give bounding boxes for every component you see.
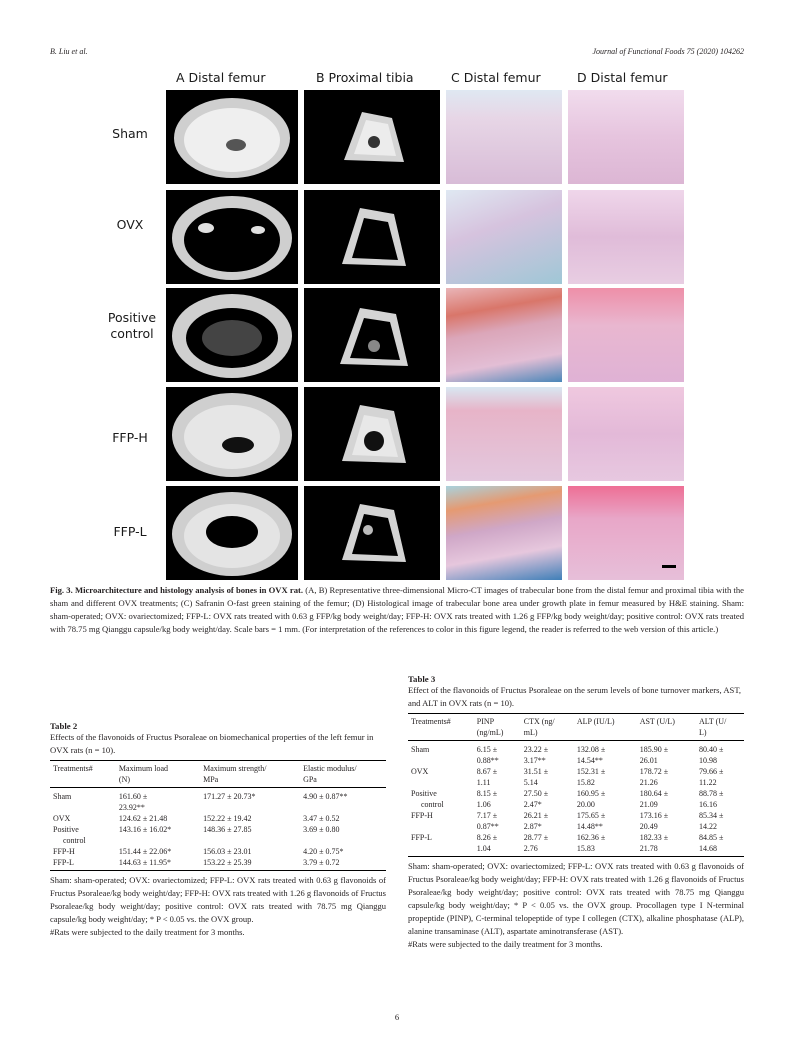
cell-line: 21.78 — [639, 844, 658, 853]
microct-proximal-tibia-sham — [304, 90, 440, 184]
cell-line: 162.36 ± — [576, 833, 606, 842]
table-3-description: Effect of the flavonoids of Fructus Psoraleae on the serum levels of bone turnover markers, AST, and ALT in OVX rats (n = 10). — [408, 685, 742, 708]
microct-proximal-tibia-ffp-h — [304, 387, 440, 481]
table-cell — [50, 846, 116, 857]
caption-text: (A, B) Representative three-dimensional Micro-CT images of trabecular bone from the distal femur and proximal tibia with the sham and different OVX treatments; (C) Safranin O-fast green staining of the femur; (D) Histological image of trabecular bone area under growth plate in femur measured by H&E staining. Sham: sham-operated; OVX: ovariectomized; FFP-L: OVX rats treated with 0.63 g FFP/kg body weight/day; FFP-H: OVX rats treated with 1.26 g FFP/kg body weight/day; positive control: OVX rats treated with 78.75 mg Qianggu capsule/kg body weight/day. Scale bars = 1 mm. (For interpretation of the references to color in this figure legend, the reader is referred to the web version of this article.) — [50, 585, 744, 634]
cell-line: 156.03 ± 23.01 — [203, 847, 252, 856]
table-row — [408, 810, 744, 832]
cell-line: 21.26 — [639, 778, 658, 787]
cell-line: 2.87* — [523, 822, 542, 831]
cell-line: 85.34 ± — [698, 811, 724, 820]
header-line: ALT (U/ — [698, 717, 727, 726]
cell-line: Positive — [411, 789, 437, 798]
table-2-footnote: Sham: sham-operated; OVX: ovariectomized; FFP-L: OVX rats treated with 0.63 g flavonoids of Fructus Psoraleae/kg body weight/day; FFP-H: OVX rats treated with 1.26 g flavonoids of Fructus Psoraleae/kg body weight/day; positive control: OVX rats treated with 78.75 mg Qianggu capsule/kg body weight/day; * P < 0.05 vs. the OVX group. — [50, 875, 386, 924]
header-line: GPa — [303, 775, 317, 784]
figure-caption — [50, 584, 744, 636]
table-cell — [521, 788, 574, 810]
cell-line: 152.22 ± 19.42 — [203, 814, 252, 823]
table-2-footnote-2: #Rats were subjected to the daily treatment for 3 months. — [50, 927, 245, 937]
cell-line: 161.60 ± — [118, 792, 148, 801]
cell-line: 28.77 ± — [523, 833, 549, 842]
column-heading-b: B Proximal tibia — [316, 70, 414, 85]
cell-line: 5.14 — [523, 778, 538, 787]
cell-line: 20.00 — [576, 800, 595, 809]
header-line: AST (U/L) — [639, 717, 675, 726]
cell-line: 3.17** — [523, 756, 546, 765]
cell-line: FFP-H — [53, 847, 75, 856]
cell-line: 1.11 — [476, 778, 491, 787]
cell-line: 31.51 ± — [523, 767, 549, 776]
table-cell — [696, 810, 744, 832]
table-cell — [300, 788, 386, 814]
safranin-stain-sham — [446, 90, 562, 184]
table-header-cell — [474, 714, 521, 741]
table-cell — [300, 813, 386, 824]
table-cell — [637, 810, 696, 832]
table-cell — [116, 824, 200, 846]
page-number: 6 — [394, 1012, 400, 1022]
column-heading-a: A Distal femur — [176, 70, 266, 85]
table-cell — [200, 824, 300, 846]
header-line: mL) — [523, 728, 538, 737]
table-row — [50, 824, 386, 846]
header-line: (ng/mL) — [476, 728, 504, 737]
header-line: Maximum load — [118, 764, 169, 773]
cell-line: 124.62 ± 21.48 — [118, 814, 168, 823]
table-3-footnote: Sham: sham-operated; OVX: ovariectomized; FFP-L: OVX rats treated with 0.63 g flavonoids of Fructus Psoraleae/kg body weight/day; FFP-H: OVX rats treated with 1.26 g flavonoids of Fructus Psoraleae/kg body weight/day; positive control: OVX rats treated with 78.75 mg Qianggu capsule/kg body weight/day; * P < 0.05 vs. the OVX group. Procollagen type I N-terminal propeptide (PINP), C-terminal telopeptide of type I collegen (CTX), alkaline phosphatase (ALP), alanine transaminase (ALT), aspartate aminotransferase (AST). — [408, 861, 744, 936]
table-cell — [474, 788, 521, 810]
table-cell — [200, 846, 300, 857]
header-line: CTX (ng/ — [523, 717, 555, 726]
table-header-row — [50, 761, 386, 788]
table-header-cell — [300, 761, 386, 788]
cell-line: OVX — [53, 814, 71, 823]
cell-line: 26.01 — [639, 756, 658, 765]
table-cell — [116, 813, 200, 824]
table-2-description: Effects of the flavonoids of Fructus Psoraleae on biomechanical properties of the left femur in OVX rats (n = 10). — [50, 732, 374, 755]
cell-line: 1.04 — [476, 844, 491, 853]
cell-line: Sham — [53, 792, 72, 801]
cell-line: 26.21 ± — [523, 811, 549, 820]
table-header-cell — [696, 714, 744, 741]
header-line: Maximum strength/ — [203, 764, 267, 773]
cell-line: 2.47* — [523, 800, 542, 809]
table-3 — [408, 713, 744, 857]
table-2-title: Table 2 — [50, 721, 78, 731]
table-cell — [408, 741, 474, 767]
table-cell — [637, 788, 696, 810]
table-cell — [474, 741, 521, 767]
table-row — [50, 846, 386, 857]
cell-line: 10.98 — [698, 756, 717, 765]
safranin-stain-ovx — [446, 190, 562, 284]
cell-line: 21.09 — [639, 800, 658, 809]
table-cell — [300, 846, 386, 857]
cell-line: 152.31 ± — [576, 767, 606, 776]
cell-line: 79.66 ± — [698, 767, 724, 776]
table-cell — [474, 832, 521, 857]
microct-proximal-tibia-ovx — [304, 190, 440, 284]
table-cell — [521, 741, 574, 767]
table-row — [408, 766, 744, 788]
table-cell — [50, 788, 116, 814]
cell-line: Sham — [411, 745, 430, 754]
table-row — [50, 857, 386, 871]
table-row — [408, 788, 744, 810]
cell-line: FFP-L — [411, 833, 432, 842]
cell-line: FFP-H — [411, 811, 433, 820]
cell-line: 4.90 ± 0.87** — [303, 792, 348, 801]
safranin-stain-ffp-h — [446, 387, 562, 481]
table-cell — [521, 810, 574, 832]
table-cell — [50, 857, 116, 871]
cell-line: 0.88** — [476, 756, 499, 765]
table-header-cell — [408, 714, 474, 741]
cell-line: 182.33 ± — [639, 833, 669, 842]
cell-line: control — [421, 800, 444, 809]
table-cell — [116, 788, 200, 814]
row-label-positive-control: Positive control — [107, 310, 157, 341]
cell-line: 88.78 ± — [698, 789, 724, 798]
cell-line: 8.67 ± — [476, 767, 498, 776]
row-label-ffp-h: FFP-H — [112, 430, 148, 445]
table-cell — [474, 810, 521, 832]
table-header-cell — [574, 714, 637, 741]
table-cell — [50, 824, 116, 846]
header-line: PINP — [476, 717, 495, 726]
table-cell — [637, 766, 696, 788]
table-header-cell — [116, 761, 200, 788]
cell-line: Positive — [53, 825, 79, 834]
table-row — [408, 832, 744, 857]
table-cell — [474, 766, 521, 788]
cell-line: 15.83 — [576, 844, 595, 853]
table-header-cell — [637, 714, 696, 741]
table-cell — [696, 741, 744, 767]
table-2-block — [50, 721, 386, 939]
cell-line: 178.72 ± — [639, 767, 669, 776]
table-cell — [637, 741, 696, 767]
cell-line: 23.92** — [118, 803, 145, 812]
cell-line: 84.85 ± — [698, 833, 724, 842]
table-header-row — [408, 714, 744, 741]
he-stain-ffp-h — [568, 387, 684, 481]
cell-line: 4.20 ± 0.75* — [303, 847, 344, 856]
table-cell — [116, 846, 200, 857]
table-cell — [116, 857, 200, 871]
running-header-authors: B. Liu et al. — [50, 47, 88, 56]
table-cell — [696, 788, 744, 810]
cell-line: 144.63 ± 11.95* — [118, 858, 171, 867]
cell-line: OVX — [411, 767, 429, 776]
table-cell — [408, 766, 474, 788]
cell-line: 143.16 ± 16.02* — [118, 825, 172, 834]
table-cell — [300, 824, 386, 846]
he-stain-positive — [568, 288, 684, 382]
header-line: Treatments# — [53, 764, 93, 773]
cell-line: 11.22 — [698, 778, 717, 787]
cell-line: control — [63, 836, 86, 845]
microct-proximal-tibia-positive — [304, 288, 440, 382]
cell-line: 153.22 ± 25.39 — [203, 858, 252, 867]
table-cell — [408, 810, 474, 832]
cell-line: FFP-L — [53, 858, 74, 867]
table-header-cell — [200, 761, 300, 788]
cell-line: 3.79 ± 0.72 — [303, 858, 340, 867]
microct-distal-femur-ffp-l — [166, 486, 298, 580]
cell-line: 175.65 ± — [576, 811, 606, 820]
cell-line: 27.50 ± — [523, 789, 549, 798]
header-line: Elastic modulus/ — [303, 764, 357, 773]
cell-line: 160.95 ± — [576, 789, 606, 798]
header-line: Treatments# — [411, 717, 451, 726]
table-row — [408, 741, 744, 767]
table-cell — [521, 766, 574, 788]
table-cell — [50, 813, 116, 824]
cell-line: 0.87** — [476, 822, 499, 831]
cell-line: 171.27 ± 20.73* — [203, 792, 256, 801]
header-line: (N) — [118, 775, 131, 784]
row-label-ovx: OVX — [116, 217, 144, 232]
cell-line: 14.48** — [576, 822, 603, 831]
microct-distal-femur-sham — [166, 90, 298, 184]
he-stain-sham — [568, 90, 684, 184]
header-line: L) — [698, 728, 707, 737]
caption-label: Fig. 3. Microarchitecture and histology analysis of bones in OVX rat. — [50, 585, 304, 595]
microct-proximal-tibia-ffp-l — [304, 486, 440, 580]
cell-line: 8.26 ± — [476, 833, 498, 842]
cell-line: 16.16 — [698, 800, 717, 809]
table-cell — [574, 741, 637, 767]
table-cell — [574, 788, 637, 810]
cell-line: 14.22 — [698, 822, 717, 831]
column-heading-c: C Distal femur — [451, 70, 541, 85]
cell-line: 151.44 ± 22.06* — [118, 847, 172, 856]
cell-line: 1.06 — [476, 800, 491, 809]
cell-line: 3.47 ± 0.52 — [303, 814, 340, 823]
microct-distal-femur-positive — [166, 288, 298, 382]
microct-distal-femur-ovx — [166, 190, 298, 284]
table-cell — [200, 857, 300, 871]
table-cell — [300, 857, 386, 871]
microct-distal-femur-ffp-h — [166, 387, 298, 481]
cell-line: 8.15 ± — [476, 789, 498, 798]
he-stain-ovx — [568, 190, 684, 284]
table-cell — [200, 788, 300, 814]
cell-line: 3.69 ± 0.80 — [303, 825, 340, 834]
table-cell — [696, 832, 744, 857]
table-header-cell — [50, 761, 116, 788]
table-header-cell — [521, 714, 574, 741]
safranin-stain-positive — [446, 288, 562, 382]
column-heading-d: D Distal femur — [577, 70, 668, 85]
cell-line: 20.49 — [639, 822, 658, 831]
table-row — [50, 813, 386, 824]
table-cell — [521, 832, 574, 857]
cell-line: 14.68 — [698, 844, 717, 853]
cell-line: 2.76 — [523, 844, 538, 853]
table-cell — [200, 813, 300, 824]
table-cell — [574, 810, 637, 832]
cell-line: 132.08 ± — [576, 745, 606, 754]
row-label-sham: Sham — [112, 126, 148, 141]
table-cell — [408, 832, 474, 857]
header-line: MPa — [203, 775, 219, 784]
header-line: ALP (IU/L) — [576, 717, 615, 726]
safranin-stain-ffp-l — [446, 486, 562, 580]
table-row — [50, 788, 386, 814]
table-2 — [50, 760, 386, 871]
cell-line: 180.64 ± — [639, 789, 669, 798]
row-label-ffp-l: FFP-L — [113, 524, 147, 539]
cell-line: 7.17 ± — [476, 811, 498, 820]
table-cell — [574, 832, 637, 857]
cell-line: 80.40 ± — [698, 745, 724, 754]
table-3-block — [408, 674, 744, 951]
table-3-footnote-2: #Rats were subjected to the daily treatment for 3 months. — [408, 939, 603, 949]
table-cell — [408, 788, 474, 810]
cell-line: 6.15 ± — [476, 745, 498, 754]
cell-line: 173.16 ± — [639, 811, 669, 820]
cell-line: 148.36 ± 27.85 — [203, 825, 252, 834]
scale-bar — [662, 565, 676, 568]
table-3-title: Table 3 — [408, 674, 436, 684]
cell-line: 15.82 — [576, 778, 595, 787]
table-cell — [696, 766, 744, 788]
running-header-journal: Journal of Functional Foods 75 (2020) 104262 — [592, 47, 744, 56]
table-cell — [637, 832, 696, 857]
cell-line: 23.22 ± — [523, 745, 549, 754]
cell-line: 185.90 ± — [639, 745, 669, 754]
table-cell — [574, 766, 637, 788]
cell-line: 14.54** — [576, 756, 603, 765]
